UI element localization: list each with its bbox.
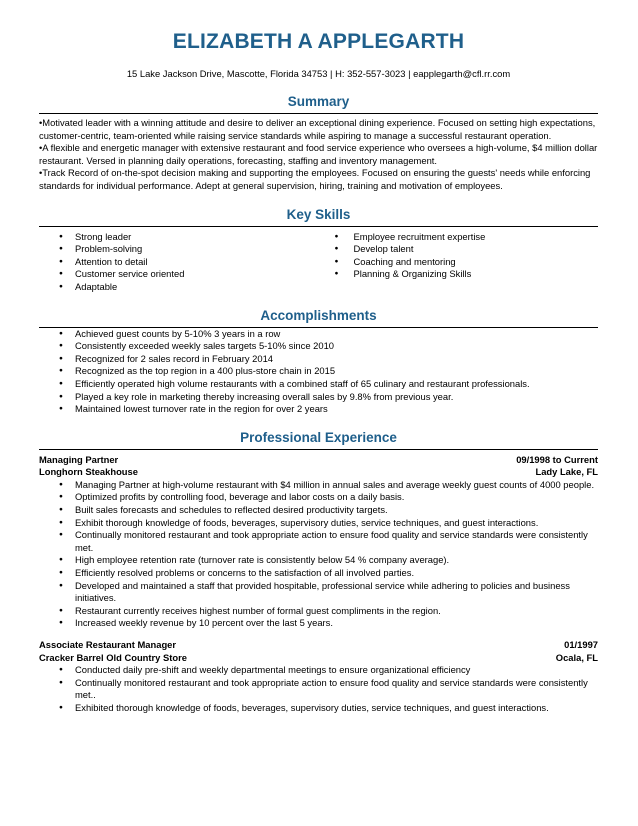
job-duties-list (39, 664, 598, 714)
job-dates: 09/1998 to Current (516, 453, 598, 465)
summary-paragraph: •A flexible and energetic manager with extensive restaurant and food service experience who oversees a high-volume, $4 million dollar restaurant. Versed in planning daily operations, forecasting, staffing and inventory management. (39, 142, 598, 166)
contact-line: 15 Lake Jackson Drive, Mascotte, Florida 34753 | H: 352-557-3023 | eapplegarth@cfl.rr.com (126, 68, 511, 79)
job-dates: 01/1997 (564, 639, 598, 650)
job-duty-item: ● Increased weekly revenue by 10 percent over the last 5 years. (39, 617, 598, 630)
job-duty-item: ● High employee retention rate (turnover rate is consistently below 54 % company average). (39, 554, 598, 567)
job-duty-item: ● Efficiently resolved problems or concerns to the satisfaction of all involved parties. (39, 567, 598, 580)
job-duty-item: ● Exhibited thorough knowledge of foods, beverages, supervisory duties, service techniques, and guest interactions. (39, 702, 598, 715)
job-title: Associate Restaurant Manager (39, 639, 177, 650)
job-location: Lady Lake, FL (535, 466, 598, 478)
accomplishments-heading: Accomplishments (260, 307, 377, 323)
job-duty-item: ● Built sales forecasts and schedules to reflected desired productivity targets. (39, 504, 598, 517)
candidate-name (39, 30, 598, 54)
job-duty-item: ● Conducted daily pre-shift and weekly departmental meetings to ensure organizational efficiency (39, 664, 598, 677)
key-skills-heading: Key Skills (286, 206, 351, 222)
skill-item: ● Develop talent (319, 243, 599, 256)
job-duty-item: ● Restaurant currently receives highest number of formal guest compliments in the region. (39, 605, 598, 618)
candidate-first-names: ELIZABETH A (172, 30, 313, 53)
job-location: Ocala, FL (555, 651, 598, 663)
skill-item: ● Attention to detail (39, 256, 319, 269)
job-duty-item: ● Continually monitored restaurant and took appropriate action to ensure food quality and service standards were consistently met. (39, 529, 598, 554)
key-skills-divider (39, 226, 598, 227)
skill-item: ● Strong leader (39, 231, 319, 244)
job-company-row (39, 652, 598, 665)
job-company-row (39, 466, 598, 479)
job-entry (39, 639, 598, 715)
accomplishments-list (39, 328, 598, 416)
skill-item: ● Problem-solving (39, 243, 319, 256)
experience-divider (39, 449, 598, 450)
job-duty-item: ● Optimized profits by controlling food, beverage and labor costs on a daily basis. (39, 491, 598, 504)
accomplishment-item: ● Consistently exceeded weekly sales targets 5-10% since 2010 (39, 340, 598, 353)
skills-column-right (319, 231, 599, 294)
job-duties-list (39, 479, 598, 630)
job-duty-item: ● Continually monitored restaurant and took appropriate action to ensure food quality and service standards were consistently met.. (39, 677, 598, 702)
summary-divider (39, 113, 598, 114)
summary-paragraph: •Motivated leader with a winning attitude and desire to deliver an exceptional dining experience. Focused on setting high expectations, customer-centric, team-oriented while raising service standards while aspiring to manage a successful restaurant operation. (39, 117, 596, 141)
job-title-row (39, 639, 598, 652)
accomplishment-item: ● Efficiently operated high volume restaurants with a combined staff of 65 culinary and restaurant professionals. (39, 378, 598, 391)
job-title-row (39, 454, 598, 467)
job-duty-item: ● Developed and maintained a staff that provided hospitable, professional service while adhering to policies and business initiatives. (39, 580, 598, 605)
skill-item: ● Planning & Organizing Skills (319, 268, 599, 281)
summary-paragraph: •Track Record of on-the-spot decision making and supporting the employees. Focused on ensuring the guests' needs while enforcing standards for individual performance. Adept at general supervision, hiring, training and motivation of employees. (39, 167, 591, 191)
skills-column-left (39, 231, 319, 294)
summary-body (39, 117, 598, 193)
key-skills-list (39, 231, 598, 294)
experience-heading: Professional Experience (240, 429, 397, 445)
skill-item: ● Coaching and mentoring (319, 256, 599, 269)
job-title: Managing Partner (39, 453, 119, 465)
summary-heading: Summary (287, 94, 350, 109)
job-duty-item: ● Exhibit thorough knowledge of foods, beverages, supervisory duties, service techniques, and guest interactions. (39, 517, 598, 530)
job-company: Cracker Barrel Old Country Store (39, 651, 187, 663)
accomplishment-item: ● Maintained lowest turnover rate in the region for over 2 years (39, 403, 598, 416)
skill-item: ● Customer service oriented (39, 268, 319, 281)
job-company: Longhorn Steakhouse (39, 466, 138, 478)
candidate-last-name: APPLEGARTH (317, 30, 465, 53)
accomplishment-item: ● Recognized for 2 sales record in February 2014 (39, 353, 598, 366)
skill-item: ● Adaptable (39, 281, 319, 294)
skill-item: ● Employee recruitment expertise (319, 231, 599, 244)
job-entry (39, 454, 598, 630)
accomplishment-item: ● Recognized as the top region in a 400 plus-store chain in 2015 (39, 365, 598, 378)
job-duty-item: ● Managing Partner at high-volume restaurant with $4 million in annual sales and average weekly guest counts of 4000 people. (39, 479, 598, 492)
accomplishment-item: ● Played a key role in marketing thereby increasing overall sales by 9.8% from previous year. (39, 391, 598, 404)
accomplishment-item: ● Achieved guest counts by 5-10% 3 years in a row (39, 328, 598, 341)
